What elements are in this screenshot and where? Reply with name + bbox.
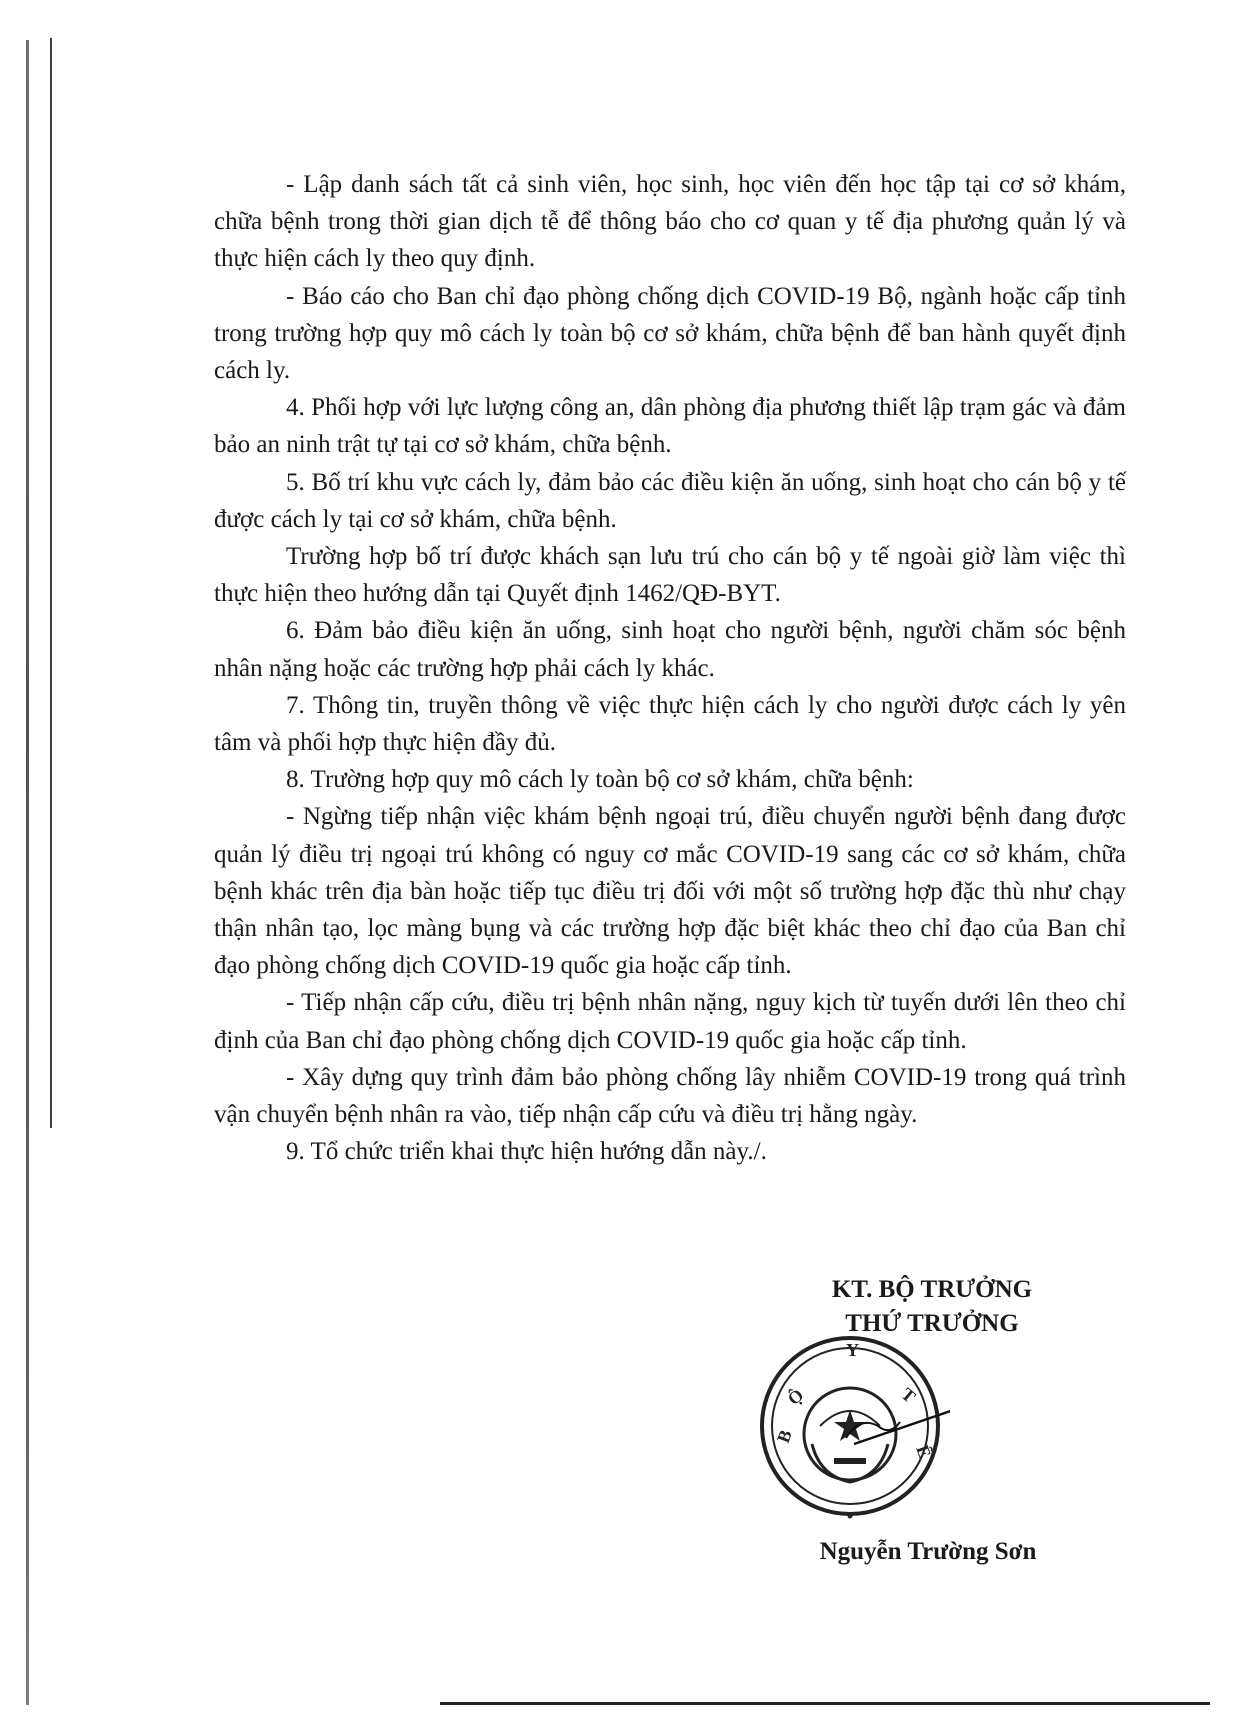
paragraph-item-7: 7. Thông tin, truyền thông về việc thực hiện cách ly cho người được cách ly yên tâm và phối hợp thực hiện đầy đủ. bbox=[214, 691, 1126, 757]
scan-edge-left-inner bbox=[50, 38, 52, 1128]
paragraph-procedure: - Xây dựng quy trình đảm bảo phòng chống lây nhiễm COVID-19 trong quá trình vận chuyển bệnh nhân ra vào, tiếp nhận cấp cứu và điều trị hằng ngày. bbox=[214, 1063, 1126, 1129]
signature-subtitle: THỨ TRƯỞNG bbox=[845, 1310, 1019, 1337]
svg-text:B: B bbox=[772, 1427, 796, 1446]
paragraph-stop-outpatient: - Ngừng tiếp nhận việc khám bệnh ngoại trú, điều chuyển người bệnh đang được quản lý điều trị ngoại trú không có nguy cơ mắc COVID-19 sang các cơ sở khám, chữa bệnh khác trên địa bàn hoặc tiếp tục điều trị đối với một số trường hợp đặc thù như chạy thận nhân tạo, lọc màng bụng và các trường hợp đặc biệt khác theo chỉ đạo của Ban chỉ đạo phòng chống dịch COVID-19 quốc gia hoặc cấp tỉnh. bbox=[214, 803, 1126, 980]
paragraph-item-6: 6. Đảm bảo điều kiện ăn uống, sinh hoạt cho người bệnh, người chăm sóc bệnh nhân nặng hoặc các trường hợp phải cách ly khác. bbox=[214, 617, 1126, 682]
signature-title: KT. BỘ TRƯỞNG bbox=[831, 1276, 1033, 1303]
paragraph-student-list: - Lập danh sách tất cả sinh viên, học sinh, học viên đến học tập tại cơ sở khám, chữa bệnh trong thời gian dịch tễ để thông báo cho cơ quan y tế địa phương quản lý và thực hiện cách ly theo quy định. bbox=[214, 171, 1126, 273]
paragraph-item-8: 8. Trường hợp quy mô cách ly toàn bộ cơ sở khám, chữa bệnh: bbox=[286, 766, 914, 794]
bottom-rule bbox=[440, 1702, 1210, 1705]
svg-text:Ế: Ế bbox=[912, 1442, 936, 1461]
svg-text:T: T bbox=[897, 1383, 920, 1407]
signer-name: Nguyễn Trường Sơn bbox=[819, 1538, 1037, 1565]
official-seal-icon bbox=[750, 1326, 950, 1526]
paragraph-hotel: Trường hợp bố trí được khách sạn lưu trú cho cán bộ y tế ngoài giờ làm việc thì thực hiện theo hướng dẫn tại Quyết định 1462/QĐ-BYT. bbox=[214, 543, 1126, 608]
paragraph-emergency: - Tiếp nhận cấp cứu, điều trị bệnh nhân nặng, nguy kịch từ tuyến dưới lên theo chỉ định của Ban chỉ đạo phòng chống dịch COVID-19 quốc gia hoặc cấp tỉnh. bbox=[214, 989, 1126, 1054]
paragraph-report-steering: - Báo cáo cho Ban chỉ đạo phòng chống dịch COVID-19 Bộ, ngành hoặc cấp tỉnh trong trường hợp quy mô cách ly toàn bộ cơ sở khám, chữa bệnh để ban hành quyết định cách ly. bbox=[214, 282, 1126, 385]
paragraph-item-4: 4. Phối hợp với lực lượng công an, dân phòng địa phương thiết lập trạm gác và đảm bảo an ninh trật tự tại cơ sở khám, chữa bệnh. bbox=[214, 394, 1126, 459]
paragraph-item-9: 9. Tổ chức triển khai thực hiện hướng dẫn này./. bbox=[286, 1138, 767, 1166]
signature-block bbox=[750, 1276, 1070, 1576]
svg-text:Y: Y bbox=[846, 1340, 859, 1360]
paragraph-item-5: 5. Bố trí khu vực cách ly, đảm bảo các điều kiện ăn uống, sinh hoạt cho cán bộ y tế được cách ly tại cơ sở khám, chữa bệnh. bbox=[214, 468, 1126, 533]
scan-edge-left bbox=[26, 40, 29, 1705]
svg-text:Ộ: Ộ bbox=[783, 1384, 808, 1410]
document-body bbox=[214, 166, 1126, 1170]
